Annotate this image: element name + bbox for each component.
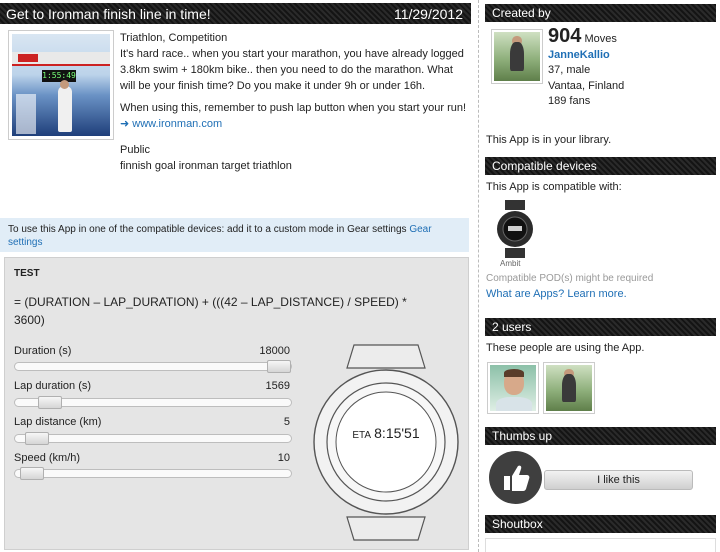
external-link-row[interactable] [120,116,470,132]
creator-fans: 189 fans [548,95,591,107]
slider-label: Lap distance (km) [14,416,102,428]
like-button[interactable]: I like this [544,470,693,490]
watch-icon [311,340,461,545]
speed-slider[interactable] [14,469,292,478]
creator-photo [494,32,540,81]
device-name: Ambit [500,259,521,268]
creator-avatar[interactable] [491,29,543,84]
ironman-link[interactable]: www.ironman.com [132,118,223,130]
pod-note: Compatible POD(s) might be required [486,273,654,284]
slider-handle[interactable] [267,360,291,373]
library-status: This App is in your library. [486,134,612,146]
slider-value: 5 [283,416,290,428]
app-title: Get to Ironman finish line in time! [6,5,211,22]
eta-label: ETA [352,430,372,441]
compatible-devices-header: Compatible devices [485,157,716,175]
creator-name-link[interactable]: JanneKallio [548,49,610,61]
column-divider [478,0,479,552]
eta-value: 8:15'51 [374,425,420,441]
app-thumbnail [8,30,114,140]
users-text: These people are using the App. [486,342,645,354]
creator-location: Vantaa, Finland [548,80,625,92]
slider-label: Speed (km/h) [14,452,81,464]
slider-value: 1569 [265,380,290,392]
lap-duration-slider[interactable] [14,398,292,407]
creator-moves [548,25,617,48]
user-avatar[interactable] [543,362,595,414]
app-description [120,30,470,178]
moves-count: 904 [548,25,582,47]
gear-settings-info [0,218,469,252]
slider-value: 10 [277,452,290,464]
shoutbox-input[interactable] [485,538,716,552]
compatible-text: This App is compatible with: [486,181,622,193]
creator-age-gender: 37, male [548,64,591,76]
slider-label: Duration (s) [14,345,72,357]
ironman-finish-photo: 1:55:49 [12,34,110,136]
lap-distance-slider[interactable] [14,434,292,443]
duration-slider[interactable] [14,362,292,371]
what-are-apps-link[interactable]: What are Apps? Learn more. [486,288,627,300]
app-date: 11/29/2012 [393,5,463,22]
app-tags: finnish goal ironman target triathlon [120,160,292,172]
slider-handle[interactable] [38,396,62,409]
user-avatar[interactable] [487,362,539,414]
shoutbox-header: Shoutbox [485,515,716,533]
ambit-watch-icon[interactable] [495,200,535,258]
simulator-panel [4,257,469,550]
slider-handle[interactable] [25,432,49,445]
formula-text: = (DURATION – LAP_DURATION) + (((42 – LAP_DISTANCE) / SPEED) * 3600) [14,295,407,327]
slider-value: 18000 [259,345,290,357]
app-description-text: It's hard race.. when you start your marathon, you have already logged 3.8km swim + 180km bike.. then you need to do the marathon. What will be your finish time? Do you make it under 9h or under 16h. [120,48,464,92]
gear-settings-link[interactable]: Gear settings [8,224,432,248]
thumbs-up-header: Thumbs up [485,427,716,445]
simulator-title: TEST [14,268,40,279]
app-category: Triathlon, Competition [120,32,228,44]
info-text: To use this App in one of the compatible devices: add it to a custom mode in Gear settings [8,224,410,235]
moves-label: Moves [584,33,617,45]
users-header: 2 users [485,318,716,336]
created-by-header: Created by [485,4,716,22]
app-visibility: Public [120,144,150,156]
slider-handle[interactable] [20,467,44,480]
thumbs-up-icon [489,451,542,504]
watch-display [336,425,436,441]
app-title-bar [0,3,471,24]
slider-label: Lap duration (s) [14,380,92,392]
app-tip: When using this, remember to push lap button when you start your run! [120,102,467,114]
external-link-icon: ➜ [120,118,130,130]
